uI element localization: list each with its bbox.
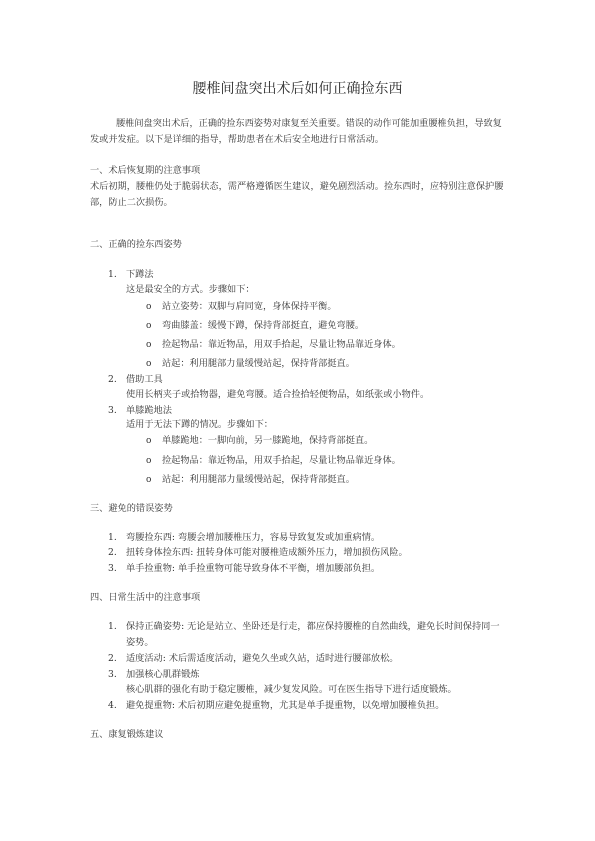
bullet-marker: o (146, 340, 152, 350)
list-item-label: 下蹲法 (126, 269, 154, 280)
list-number: 3. (108, 669, 117, 680)
list-number: 4. (108, 700, 117, 711)
list-number: 3. (108, 405, 117, 416)
section-heading-4: 四、日常生活中的注意事项 (90, 592, 201, 603)
page-title: 腰椎间盘突出术后如何正确捡东西 (192, 81, 403, 97)
list-number: 2. (108, 547, 117, 558)
list-item-description: 适用于无法下蹲的情况。步骤如下： (126, 419, 273, 430)
list-number: 1. (108, 621, 117, 632)
list-item: 扭转身体捡东西: 扭转身体可能对腰椎造成额外压力，增加损伤风险。 (126, 547, 408, 558)
bullet-item: 弯曲膝盖：缓慢下蹲，保持背部挺直，避免弯腰。 (162, 320, 365, 331)
list-item-description: 这是最安全的方式。步骤如下： (126, 284, 255, 295)
list-number: 2. (108, 653, 117, 664)
list-item-description: 使用长柄夹子或拾物器，避免弯腰。适合捡拾轻便物品，如纸张或小物件。 (126, 389, 430, 400)
bullet-marker: o (146, 302, 152, 312)
bullet-item: 站立姿势：双脚与肩同宽，身体保持平衡。 (162, 301, 337, 312)
list-item-label: 单膝跪地法 (126, 405, 172, 416)
bullet-item: 站起：利用腿部力量缓慢站起，保持背部挺直。 (162, 474, 355, 485)
intro-paragraph: 腰椎间盘突出术后，正确的捡东西姿势对康复至关重要。错误的动作可能加重腰椎负担，导致复发或并发症。以下是详细的指导，帮助患者在术后安全地进行日常活动。 (90, 118, 502, 145)
bullet-item: 单膝跪地：一脚向前，另一膝跪地，保持背部挺直。 (162, 435, 374, 446)
list-item: 保持正确姿势: 无论是站立、坐卧还是行走，都应保持腰椎的自然曲线，避免长时间保持同一姿势。 (126, 621, 500, 648)
section-heading-5: 五、康复锻炼建议 (90, 729, 164, 740)
list-number: 2. (108, 374, 117, 385)
list-number: 1. (108, 532, 117, 543)
list-item: 弯腰捡东西: 弯腰会增加腰椎压力，容易导致复发或加重病情。 (126, 532, 381, 543)
list-item: 避免提重物: 术后初期应避免提重物，尤其是单手提重物，以免增加腰椎负担。 (126, 700, 445, 711)
bullet-item: 站起：利用腿部力量缓慢站起，保持背部挺直。 (162, 358, 355, 369)
bullet-item: 捡起物品：靠近物品，用双手拾起，尽量让物品靠近身体。 (162, 455, 401, 466)
bullet-marker: o (146, 436, 152, 446)
bullet-marker: o (146, 359, 152, 369)
section-heading-1: 一、术后恢复期的注意事项 (90, 165, 201, 176)
list-item-label: 借助工具 (126, 374, 163, 385)
bullet-marker: o (146, 475, 152, 485)
section-heading-2: 二、正确的捡东西姿势 (90, 239, 182, 250)
list-item: 单手捡重物: 单手捡重物可能导致身体不平衡，增加腰部负担。 (126, 563, 381, 574)
section-1-paragraph: 术后初期，腰椎仍处于脆弱状态，需严格遵循医生建议，避免剧烈活动。捡东西时，应特别注意保护腰部，防止二次损伤。 (90, 181, 504, 208)
section-heading-3: 三、避免的错误姿势 (90, 503, 173, 514)
bullet-item: 捡起物品：靠近物品，用双手拾起，尽量让物品靠近身体。 (162, 339, 401, 350)
bullet-marker: o (146, 456, 152, 466)
list-item-description: 核心肌群的强化有助于稳定腰椎，减少复发风险。可在医生指导下进行适度锻炼。 (126, 684, 457, 695)
list-number: 1. (108, 269, 117, 280)
bullet-marker: o (146, 321, 152, 331)
list-item-label: 加强核心肌群锻炼 (126, 669, 200, 680)
list-item: 适度活动: 术后需适度活动，避免久坐或久站，适时进行腰部放松。 (126, 653, 399, 664)
list-number: 3. (108, 563, 117, 574)
